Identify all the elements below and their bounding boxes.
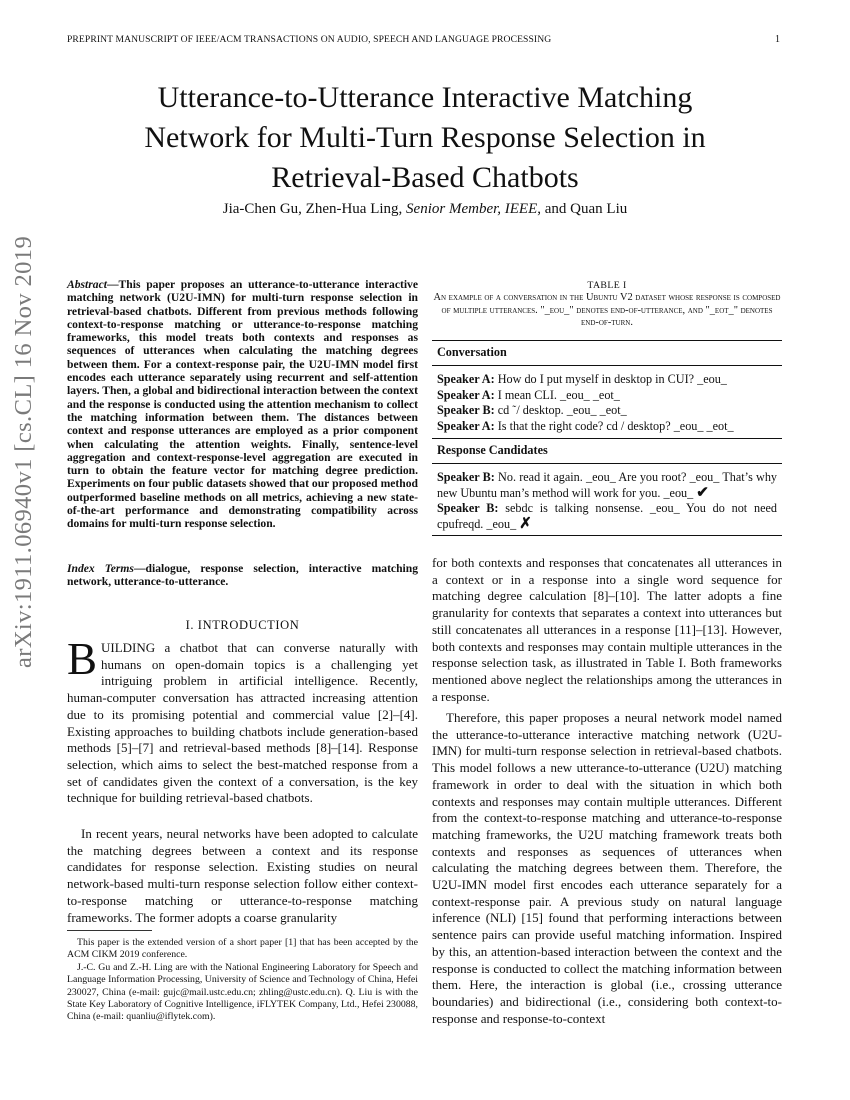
speaker-label: Speaker B:	[437, 470, 495, 485]
footnote-divider	[67, 930, 152, 931]
author-list	[60, 201, 790, 218]
arxiv-stamp-text: arXiv:1911.06940v1 [cs.CL] 16 Nov 2019	[10, 235, 37, 668]
table-row	[437, 388, 777, 403]
utterance: Is that the right code? cd / desktop? _eou_ _eot_	[494, 418, 734, 433]
table-caption	[432, 280, 782, 329]
utterance: cd ˜/ desktop. _eou_ _eot_	[494, 403, 627, 418]
speaker-label: Speaker A:	[437, 387, 495, 402]
index-terms-label: Index Terms	[67, 562, 134, 575]
utterance: How do I put myself in desktop in CUI? _eou_	[494, 372, 727, 387]
abstract	[67, 278, 418, 531]
intro-paragraph-2: In recent years, neural networks have been adopted to calculate the matching degrees between a context and its response candidates for response selection. Existing studies on neural network-based multi-turn response selection follow either context-to-response matching or utterance-to-response matching frameworks. The former adopts a coarse granularity	[67, 826, 418, 925]
section-title-rest: NTRODUCTION	[202, 618, 300, 632]
table-row	[437, 419, 777, 434]
paper-title	[60, 78, 790, 198]
speaker-label: Speaker B:	[437, 403, 495, 418]
body-paragraph-2: Therefore, this paper proposes a neural network model named the utterance-to-utterance interactive matching network (U2U-IMN) for multi-turn response selection in retrieval-based chatbots. This model follows a new utterance-to-utterance (U2U) matching framework in order to deal with the situation in which both contexts and responses may contain multiple utterances. Different from the context-to-response matching and utterance-to-response matching frameworks, the U2U matching framework treats both contexts and responses as sequences of utterances when calculating the matching degrees between them. Therefore, the U2U-IMN model first encodes each utterance separately for a context-response pair. A previous study on natural language inference (NLI) [15] found that performing interactions between sentence pairs can provide useful matching information. Inspired by this, an attention-based interaction between the context and the response is conducted to collect the matching information between them. Here, the interaction is global (i.e., crossing utterance boundaries) and bidirectional (i.e., considering both context-to-response and response-to-context	[432, 710, 782, 1026]
title-line: Network for Multi-Turn Response Selection in	[144, 121, 706, 154]
author-role: Senior Member, IEEE	[406, 201, 538, 217]
table-row	[437, 403, 777, 418]
index-terms	[67, 562, 418, 589]
utterance: No. read it again. _eou_ Are you root? _eou_ That’s why new Ubuntu man’s method will work for you. _eou_	[437, 470, 778, 500]
footnotes	[67, 937, 418, 1024]
footnote: J.-C. Gu and Z.-H. Ling are with the National Engineering Laboratory for Speech and Language Information Processing, University of Science and Technology of China, Hefei 230027, China (e-mail: gujc@mail.ustc.edu.cn; zhling@ustc.edu.cn). Q. Liu is with the State Key Laboratory of Cognitive Intelligence, iFLYTEK Company, Ltd., Hefei 230088, China (e-mail: quanliu@iflytek.com).	[67, 961, 418, 1023]
page-number: 1	[775, 34, 780, 45]
author-names-last: , and Quan Liu	[537, 201, 628, 217]
abstract-label: Abstract	[67, 278, 107, 291]
conversation-rows	[432, 366, 782, 438]
table-rule	[432, 535, 782, 536]
check-mark-icon: ✔	[696, 484, 709, 501]
intro-paragraph	[67, 634, 418, 807]
section-heading	[67, 618, 418, 633]
title-line: Retrieval-Based Chatbots	[271, 161, 579, 194]
drop-cap: B	[67, 634, 98, 684]
running-header: PREPRINT MANUSCRIPT OF IEEE/ACM TRANSACTIONS ON AUDIO, SPEECH AND LANGUAGE PROCESSING	[67, 34, 552, 45]
table-label: TABLE I	[587, 280, 627, 291]
speaker-label: Speaker A:	[437, 372, 495, 387]
intro-paragraph-text: UILDING a chatbot that can converse naturally with humans on open-domain topics is a challenging yet intriguing problem in artificial intelligence. Recently, human-computer conversation has attracted increasing attention due to its promising potential and commercial value [2]–[4]. Existing approaches to building chatbots include generation-based methods [5]–[7] and retrieval-based methods [8]–[14]. Response selection, which aims to select the best-matched response from a set of candidates given the context of a conversation, is the key technique for building retrieval-based chatbots.	[67, 640, 418, 806]
cross-mark-icon: ✗	[519, 515, 532, 532]
table-section-header: Response Candidates	[437, 443, 548, 458]
arxiv-stamp	[8, 235, 38, 668]
speaker-label: Speaker A:	[437, 418, 495, 433]
body-paragraph: for both contexts and responses that concatenates all utterances in a context or in a response into a single word sequence for matching degree calculation [8]–[10]. The latter adopts a fine granularity for contexts that separates a context into utterances but still concatenates all utterances in a response [11]–[13]. However, both contexts and responses may contain multiple utterances in the response selection task, as illustrated in Table I. Both frameworks mentioned above neglect the relationships among the utterances in a response.	[432, 555, 782, 704]
utterance: I mean CLI. _eou_ _eot_	[494, 387, 620, 402]
table-row	[437, 372, 777, 387]
table-row	[437, 470, 777, 501]
speaker-label: Speaker B:	[437, 501, 499, 516]
abstract-text: —This paper proposes an utterance-to-utterance interactive matching network (U2U-IMN) for multi-turn response selection in retrieval-based chatbots. Different from previous methods following context-to-response matching or utterance-to-response matching frameworks, this model treats both contexts and responses as sequences of utterances when calculating the matching degrees between them. For a context-response pair, the U2U-IMN model first encodes each utterance separately using recurrent and self-attention layers. Then, a global and bidirectional interaction between the context and the response is conducted using the attention mechanism to collect the matching information between them. The distances between context and response utterances are employed as a prior component when calculating the attention weights. Finally, sentence-level aggregation and context-response-level aggregation are executed in turn to obtain the feature vector for matching degree prediction. Experiments on four public datasets showed that our proposed method outperformed baseline methods on all metrics, achieving a new state-of-the-art performance and demonstrating compatibility across domains for multi-turn response selection.	[67, 278, 418, 531]
table-description: An example of a conversation in the Ubuntu V2 dataset whose response is composed of multiple utterances. "_eou_" denotes end-of-utterance, and "_eot_" denotes end-of-turn.	[433, 292, 781, 328]
index-terms-text: —dialogue, response selection, interactive matching network, utterance-to-utterance.	[67, 562, 418, 589]
footnote: This paper is the extended version of a short paper [1] that has been accepted by the ACM CIKM 2019 conference.	[67, 937, 418, 961]
table-section-header: Conversation	[437, 345, 507, 359]
section-numeral: I.	[185, 618, 195, 632]
author-names: Jia-Chen Gu, Zhen-Hua Ling,	[222, 201, 403, 217]
title-line: Utterance-to-Utterance Interactive Matching	[157, 81, 693, 114]
utterance: sebdc is talking nonsense. _eou_ You do not need cpufreqd. _eou_	[437, 501, 777, 531]
conversation-table	[432, 340, 782, 536]
candidate-rows	[432, 464, 782, 535]
section-initial: I	[197, 618, 203, 632]
table-row	[437, 501, 777, 532]
